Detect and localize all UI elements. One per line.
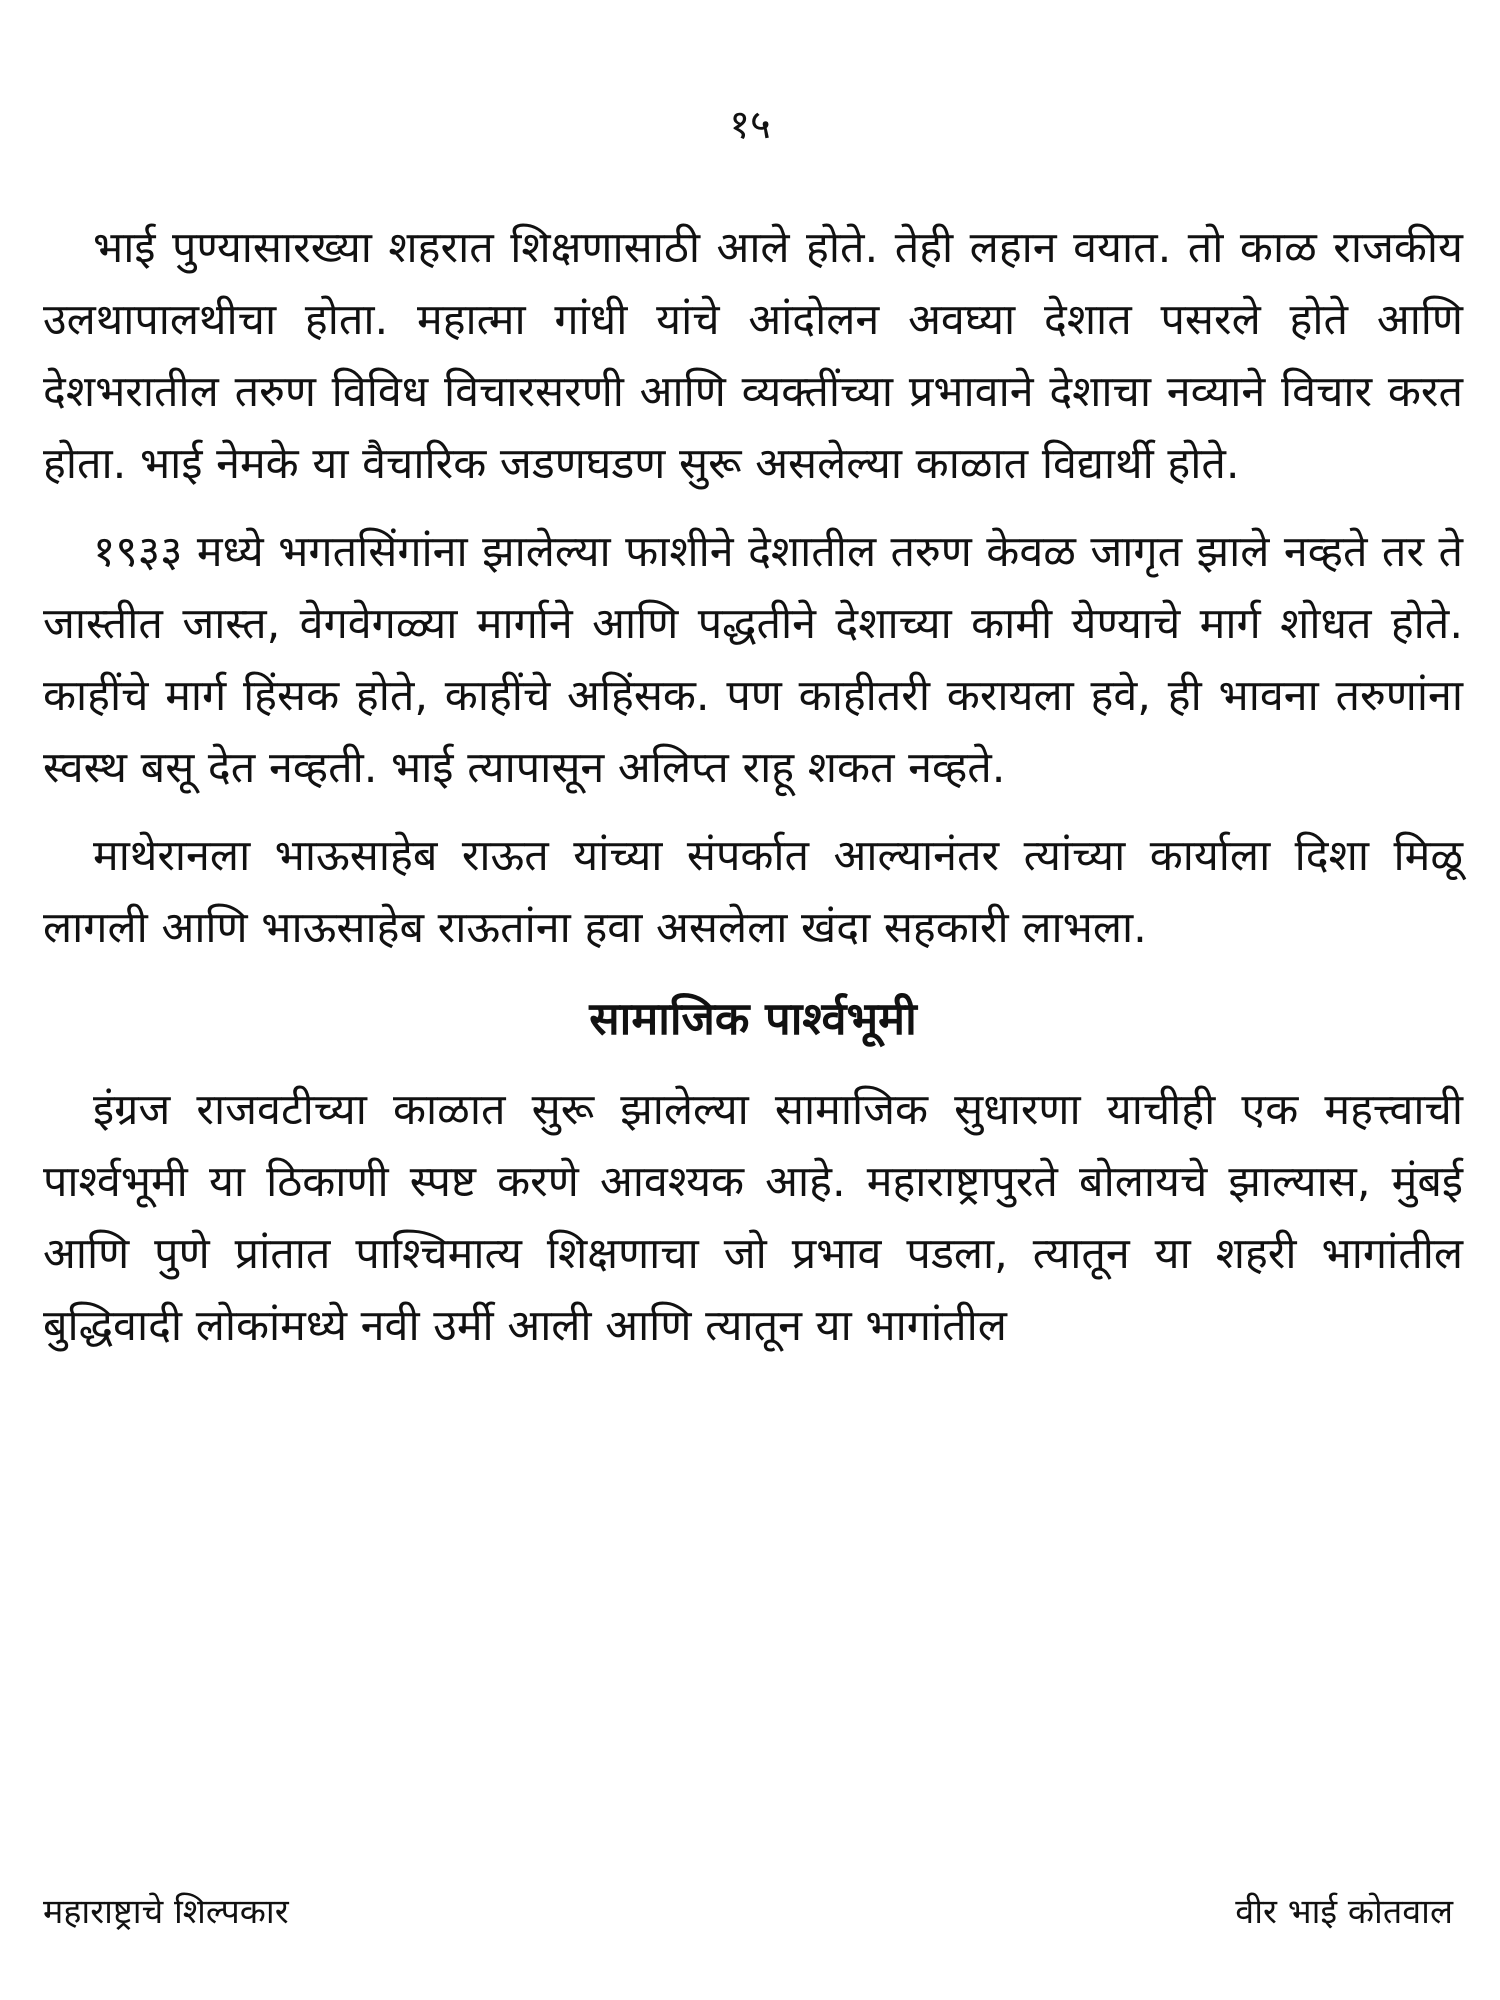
paragraph-3: माथेरानला भाऊसाहेब राऊत यांच्या संपर्कात आल्यानंतर त्यांच्या कार्याला दिशा मिळू लागली आणि भाऊसाहेब राऊतांना हवा असलेला खंदा सहकारी लाभला. — [43, 831, 1463, 953]
paragraph-1: भाई पुण्यासारख्या शहरात शिक्षणासाठी आले होते. तेही लहान वयात. तो काळ राजकीय उलथापालथीचा होता. महात्मा गांधी यांचे आंदोलन अवघ्या देशात पसरले होते आणि देशभरातील तरुण विविध विचारसरणी आणि व्यक्तींच्या प्रभावाने देशाचा नव्याने विचार करत होता. भाई नेमके या वैचारिक जडणघडण सुरू असलेल्या काळात विद्यार्थी होते. — [43, 223, 1463, 489]
page-number: १५ — [729, 102, 771, 148]
footer-chapter-title: वीर भाई कोतवाल — [1235, 1892, 1453, 1932]
page-body — [43, 212, 1463, 1378]
footer-book-title: महाराष्ट्राचे शिल्पकार — [43, 1892, 289, 1932]
paragraph-4: इंग्रज राजवटीच्या काळात सुरू झालेल्या सामाजिक सुधारणा याचीही एक महत्त्वाची पार्श्वभूमी या ठिकाणी स्पष्ट करणे आवश्यक आहे. महाराष्ट्रापुरते बोलायचे झाल्यास, मुंबई आणि पुणे प्रांतात पाश्चिमात्य शिक्षणाचा जो प्रभाव पडला, त्यातून या शहरी भागांतील बुद्धिवादी लोकांमध्ये नवी उर्मी आली आणि त्यातून या भागांतील — [43, 1085, 1463, 1351]
section-heading: सामाजिक पार्श्वभूमी — [589, 992, 917, 1045]
paragraph-2: १९३३ मध्ये भगतसिंगांना झालेल्या फाशीने देशातील तरुण केवळ जागृत झाले नव्हते तर ते जास्तीत जास्त, वेगवेगळ्या मार्गाने आणि पद्धतीने देशाच्या कामी येण्याचे मार्ग शोधत होते. काहींचे मार्ग हिंसक होते, काहींचे अहिंसक. पण काहीतरी करायला हवे, ही भावना तरुणांना स्वस्थ बसू देत नव्हती. भाई त्यापासून अलिप्त राहू शकत नव्हते. — [43, 527, 1463, 793]
page-footer — [43, 1890, 1453, 1934]
